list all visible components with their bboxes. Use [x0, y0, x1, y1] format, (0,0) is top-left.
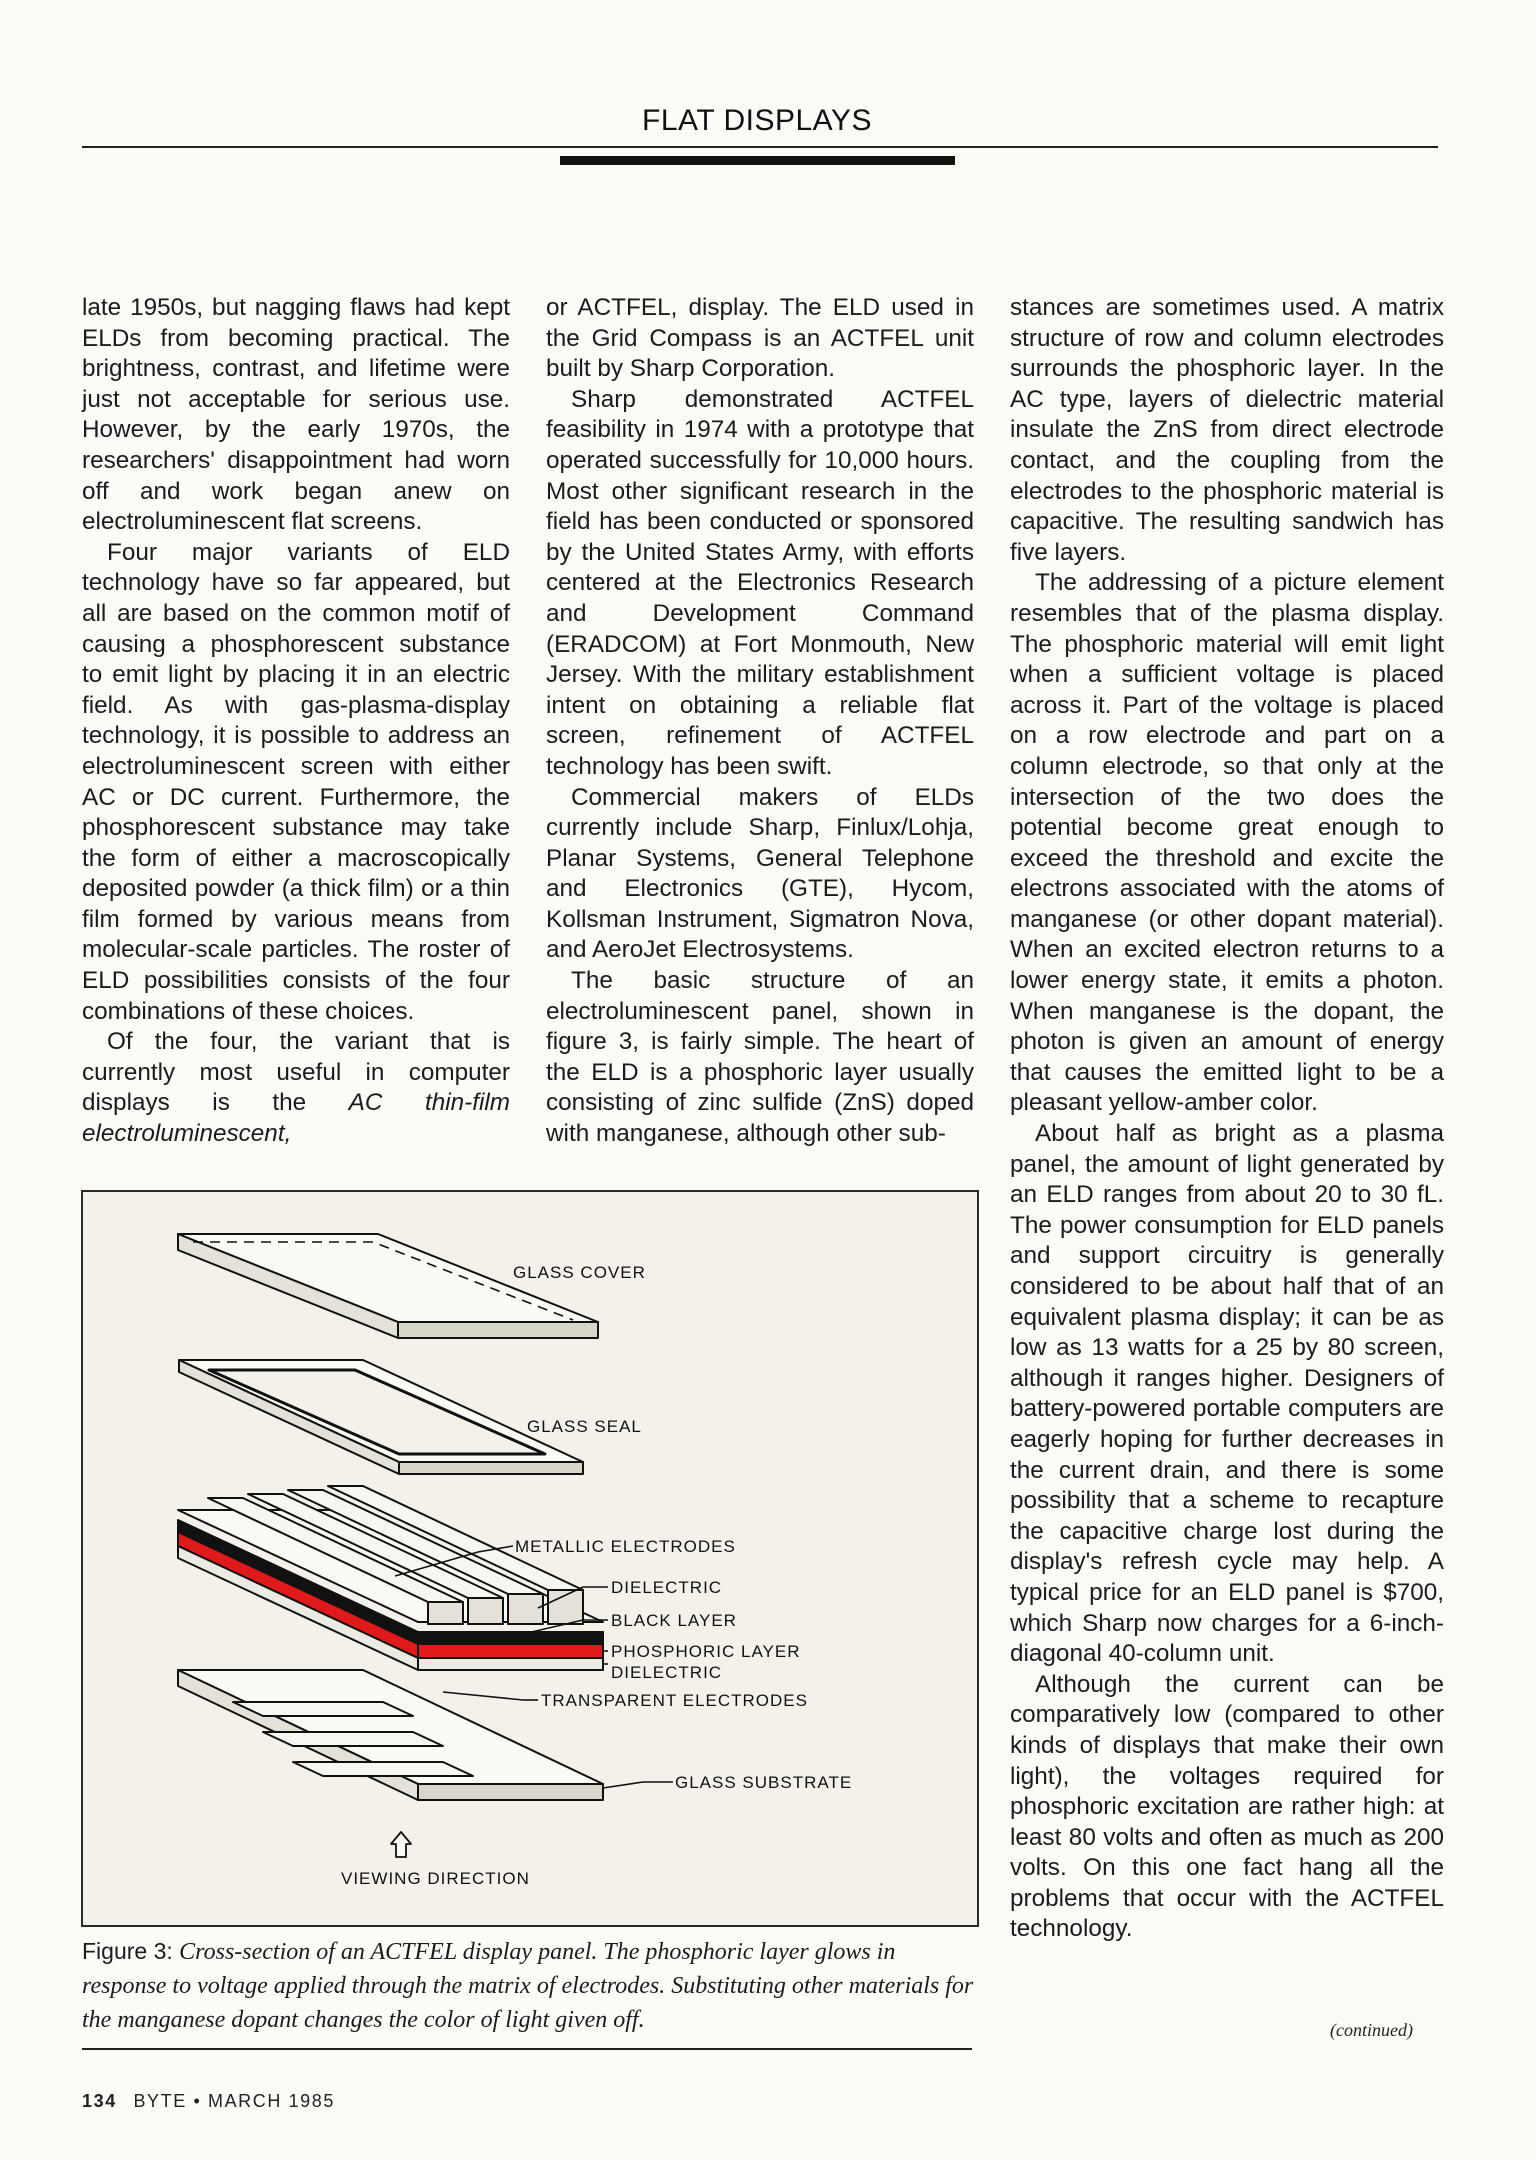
paragraph: The basic structure of an electroluminescent panel, shown in figure 3, is fairly simple. The heart of the ELD is a phosphoric layer usually consisting of zinc sulfide (ZnS) doped with manganese, although other sub-	[546, 967, 974, 1148]
figure-3-diagram	[81, 1190, 979, 1927]
publication-info: BYTE • MARCH 1985	[133, 2091, 336, 2111]
paragraph: The addressing of a picture element resembles that of the plasma display. The phosphoric material will emit light when a sufficient voltage is placed across it. Part of the voltage is placed on a row electrode and part on a column electrode, so that only at the intersection of the two does the potential become great enough to exceed the threshold and excite the electrons associated with the atoms of manganese (or other dopant material). When an excited electron returns to a lower energy state, it emits a photon. When manganese is the dopant, the photon is given an amount of energy that causes the emitted light to be a pleasant yellow-amber color.	[1010, 569, 1444, 1117]
glass-seal-layer	[179, 1360, 583, 1474]
label-glass-substrate: GLASS SUBSTRATE	[675, 1773, 853, 1792]
text-column-1	[82, 293, 510, 1150]
page-footer	[82, 2091, 335, 2112]
paragraph-text: Of the four, the variant that is currently most useful in computer displays is the	[82, 1028, 510, 1117]
paragraph: stances are sometimes used. A matrix structure of row and column electrodes surrounds the phosphoric layer. In the AC type, layers of dielectric material insulate the ZnS from direct electrode contact, and the coupling from the electrodes to the phosphoric material is capacitive. The resulting sandwich has five layers.	[1010, 294, 1444, 566]
paragraph	[82, 1027, 510, 1149]
label-black-layer: BLACK LAYER	[611, 1611, 737, 1630]
label-viewing-direction: VIEWING DIRECTION	[341, 1869, 530, 1888]
text-column-2	[546, 293, 974, 1150]
paragraph: Four major variants of ELD technology have so far appeared, but all are based on the common motif of causing a phosphorescent substance to emit light by placing it in an electric field. As with gas-plasma-display technology, it is possible to address an electroluminescent screen with either AC or DC current. Furthermore, the phosphorescent substance may take the form of either a macroscopically deposited powder (a thick film) or a thin film formed by various means from molecular-scale particles. The roster of ELD possibilities consists of the four combinations of these choices.	[82, 538, 510, 1025]
glass-substrate-layer	[178, 1670, 603, 1800]
continued-note: (continued)	[1330, 2020, 1413, 2040]
paragraph: or ACTFEL, display. The ELD used in the Grid Compass is an ACTFEL unit built by Sharp Corporation.	[546, 294, 974, 383]
label-glass-seal: GLASS SEAL	[527, 1417, 642, 1436]
text-column-3	[1010, 293, 1444, 1945]
paragraph: About half as bright as a plasma panel, the amount of light generated by an ELD ranges from about 20 to 30 fL. The power consumption for ELD panels and support circuitry is generally considered to be about half that of an equivalent plasma display; it can be as low as 13 watts for a 25 by 80 screen, although it ranges higher. Designers of battery-powered portable computers are eagerly hoping for further decreases in the current drain, and there is some possibility that a scheme to recapture the capacitive charge lost during the display's refresh cycle may help. A typical price for an ELD panel is $700, which Sharp now charges for a 6-inch-diagonal 40-column unit.	[1010, 1120, 1444, 1668]
label-dielectric-bottom: DIELECTRIC	[611, 1663, 723, 1682]
paragraph: late 1950s, but nagging flaws had kept ELDs from becoming practical. The brightness, contrast, and lifetime were just not acceptable for serious use. However, by the early 1970s, the researchers' disappointment had worn off and work began anew on electroluminescent flat screens.	[82, 294, 510, 536]
footer-rule	[82, 2048, 972, 2050]
figure-caption	[82, 1935, 982, 2037]
page-header-title: FLAT DISPLAYS	[642, 104, 872, 137]
label-transparent-electrodes: TRANSPARENT ELECTRODES	[541, 1691, 808, 1710]
paragraph: Sharp demonstrated ACTFEL feasibility in 1974 with a prototype that operated successfully for 10,000 hours. Most other significant research in the field has been conducted or sponsored by the United States Army, with efforts centered at the Electronics Research and Development Command (ERADCOM) at Fort Monmouth, New Jersey. With the military establishment intent on obtaining a reliable flat screen, refinement of ACTFEL technology has been swift.	[546, 385, 974, 780]
header-bar	[560, 156, 955, 165]
caption-text: Cross-section of an ACTFEL display panel. The phosphoric layer glows in response to voltage applied through the matrix of electrodes. Substituting other materials for the manganese dopant changes the color of light given off.	[82, 1939, 974, 2033]
viewing-direction-arrow-icon	[391, 1832, 411, 1857]
label-dielectric-top: DIELECTRIC	[611, 1578, 723, 1597]
label-glass-cover: GLASS COVER	[513, 1263, 646, 1282]
label-metallic-electrodes: METALLIC ELECTRODES	[515, 1537, 736, 1556]
emphasis-term: AC thin-film electroluminescent,	[82, 1089, 510, 1148]
electrode-stack	[178, 1486, 603, 1670]
caption-head: Figure 3:	[82, 1938, 173, 1964]
header-rule	[82, 146, 1438, 148]
glass-cover-layer	[178, 1234, 598, 1338]
paragraph: Although the current can be comparatively low (compared to other kinds of displays that make their own light), the voltages required for phosphoric excitation are rather high: at least 80 volts and often as much as 200 volts. On this one fact hang all the problems that occur with the ACTFEL technology.	[1010, 1670, 1444, 1943]
paragraph: Commercial makers of ELDs currently include Sharp, Finlux/Lohja, Planar Systems, General Telephone and Electronics (GTE), Hycom, Kollsman Instrument, Sigmatron Nova, and AeroJet Electrosystems.	[546, 783, 974, 964]
page-number: 134	[82, 2091, 117, 2111]
label-phosphoric-layer: PHOSPHORIC LAYER	[611, 1642, 801, 1661]
